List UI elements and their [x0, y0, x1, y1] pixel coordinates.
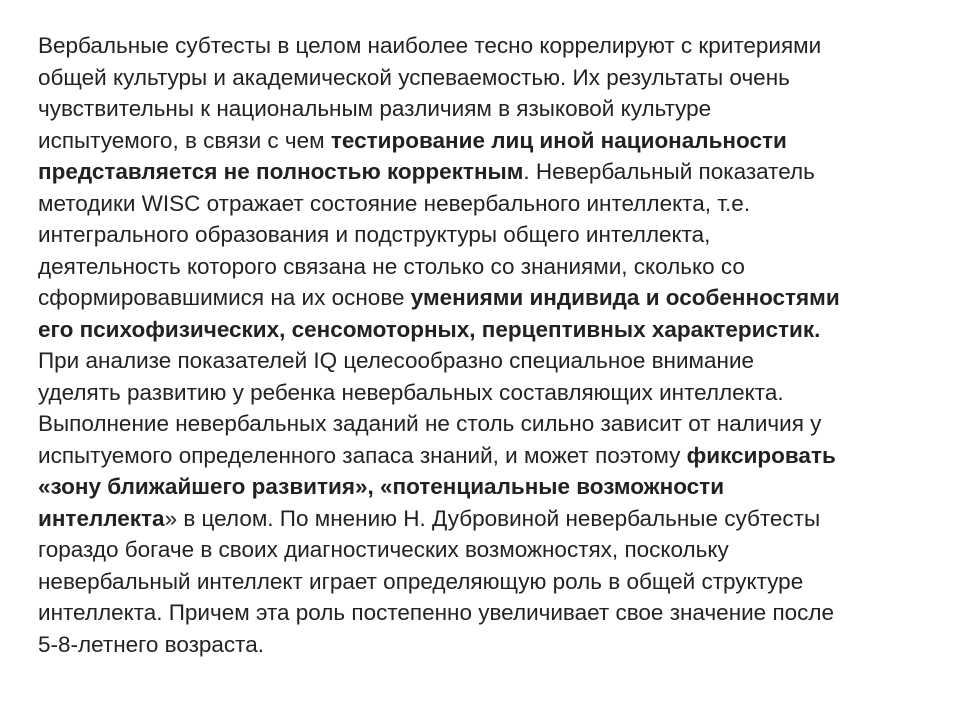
- text-line: [38, 93, 928, 125]
- text-line: [38, 377, 928, 409]
- text-run: деятельность которого связана не столько со знаниями, сколько со: [38, 253, 745, 279]
- text-line: [38, 597, 928, 629]
- body-text: [38, 30, 928, 660]
- text-line: [38, 345, 928, 377]
- text-run: испытуемого определенного запаса знаний, и может поэтому: [38, 442, 687, 468]
- text-line: [38, 629, 928, 661]
- bold-text-run: фиксировать: [686, 442, 836, 468]
- text-line: [38, 251, 928, 283]
- text-run: » в целом. По мнению Н. Дубровиной невербальные субтесты: [164, 505, 821, 531]
- text-line: [38, 408, 928, 440]
- text-line: [38, 471, 928, 503]
- text-run: чувствительны к национальным различиям в языковой культуре: [38, 96, 712, 121]
- text-run: невербальный интеллект играет определяющую роль в общей структуре: [38, 568, 804, 594]
- text-line: [38, 314, 928, 346]
- text-run: 5-8-летнего возраста.: [38, 631, 264, 657]
- text-line: [38, 62, 928, 94]
- bold-text-run: тестирование лиц иной национальности: [330, 127, 787, 153]
- text-run: гораздо богаче в своих диагностических возможностях, поскольку: [38, 537, 729, 562]
- text-line: [38, 125, 928, 157]
- text-line: [38, 219, 928, 251]
- text-line: [38, 156, 928, 188]
- bold-text-run: «зону ближайшего развития», «потенциальные возможности: [38, 474, 725, 499]
- text-line: [38, 534, 928, 566]
- text-line: [38, 282, 928, 314]
- text-line: [38, 566, 928, 598]
- text-line: [38, 440, 928, 472]
- text-run: интеллекта. Причем эта роль постепенно увеличивает свое значение после: [38, 600, 835, 625]
- text-run: испытуемого, в связи с чем: [38, 127, 331, 153]
- bold-text-run: умениями индивида и особенностями: [410, 285, 840, 310]
- text-run: Вербальные субтесты в целом наиболее тесно коррелируют с критериями: [38, 33, 822, 58]
- text-run: уделять развитию у ребенка невербальных составляющих интеллекта.: [38, 379, 784, 405]
- text-run: Выполнение невербальных заданий не столь сильно зависит от наличия у: [38, 411, 822, 436]
- bold-text-run: интеллекта: [38, 505, 165, 531]
- text-run: При анализе показателей IQ целесообразно специальное внимание: [38, 348, 755, 373]
- text-run: интегрального образования и подструктуры общего интеллекта,: [38, 222, 711, 247]
- text-run: общей культуры и академической успеваемостью. Их результаты очень: [38, 64, 790, 90]
- text-line: [38, 30, 928, 62]
- bold-text-run: представляется не полностью корректным: [38, 159, 524, 184]
- text-run: . Невербальный показатель: [523, 159, 815, 184]
- text-run: сформировавшимися на их основе: [38, 285, 411, 310]
- bold-text-run: его психофизических, сенсомоторных, перцептивных характеристик.: [38, 316, 821, 342]
- text-run: методики WISC отражает состояние невербального интеллекта, т.е.: [38, 190, 751, 216]
- text-line: [38, 188, 928, 220]
- text-line: [38, 503, 928, 535]
